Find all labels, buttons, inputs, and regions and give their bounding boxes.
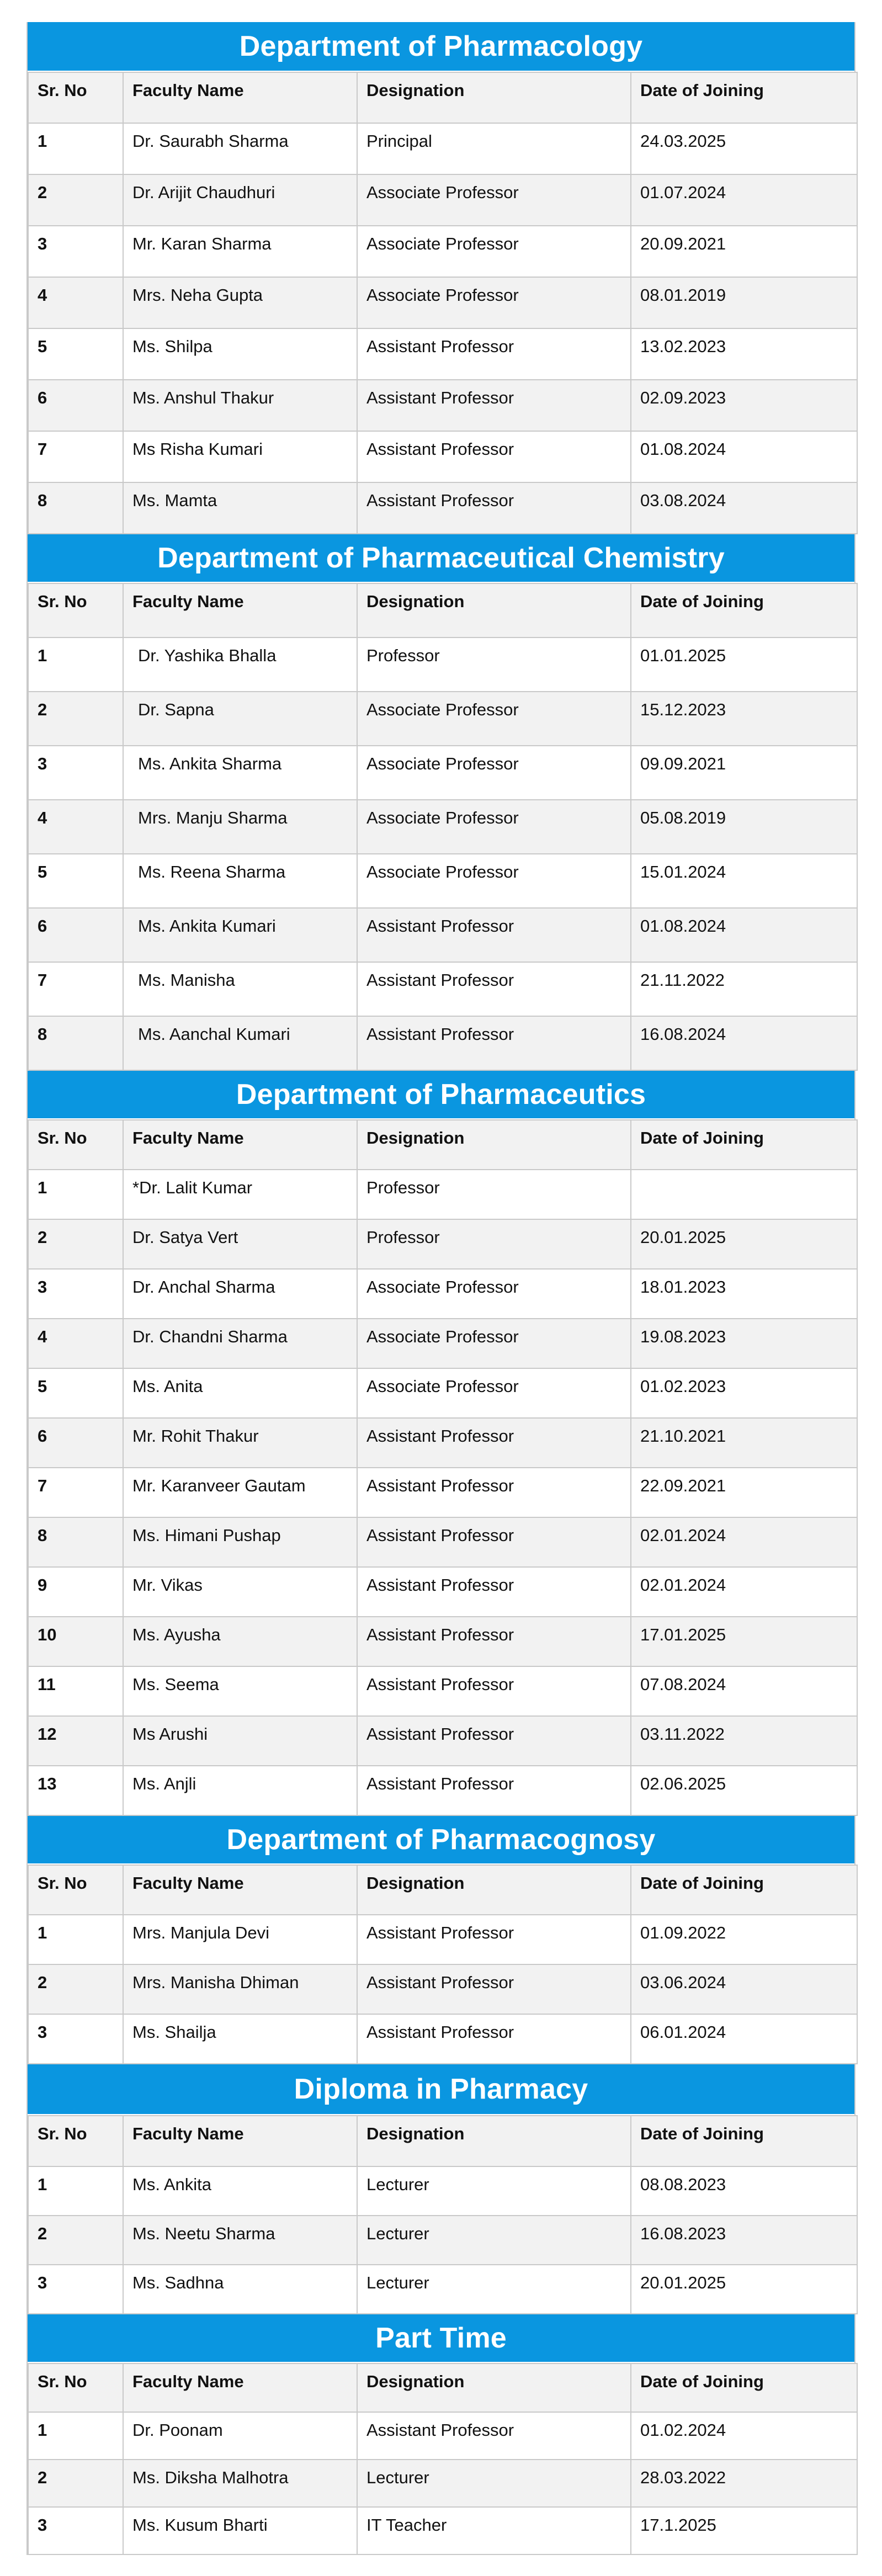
table-header-row <box>28 2116 857 2166</box>
sr-no-cell: 7 <box>28 1468 123 1517</box>
sr-no-cell: 1 <box>28 1170 123 1219</box>
faculty-name-cell: Mrs. Manjula Devi <box>123 1915 357 1964</box>
sr-no-cell: 6 <box>28 908 123 962</box>
sr-no-cell: 8 <box>28 1016 123 1070</box>
designation-cell: Assistant Professor <box>357 1666 631 1716</box>
designation-cell: Professor <box>357 1219 631 1269</box>
table-row <box>28 692 857 746</box>
designation-cell: Associate Professor <box>357 174 631 226</box>
date-of-joining-cell: 21.11.2022 <box>631 962 857 1016</box>
faculty-name-cell: Mrs. Manisha Dhiman <box>123 1964 357 2014</box>
faculty-name-header: Faculty Name <box>123 2363 357 2412</box>
faculty-name-cell: Ms. Shailja <box>123 2014 357 2064</box>
faculty-name-cell: Ms. Manisha <box>123 962 357 1016</box>
table-row <box>28 746 857 800</box>
date-of-joining-header: Date of Joining <box>631 1865 857 1915</box>
designation-cell: IT Teacher <box>357 2507 631 2554</box>
faculty-table <box>28 2363 858 2555</box>
table-row <box>28 482 857 534</box>
designation-cell: Associate Professor <box>357 1319 631 1368</box>
sr-no-header: Sr. No <box>28 1120 123 1170</box>
designation-cell: Associate Professor <box>357 746 631 800</box>
table-row <box>28 226 857 277</box>
faculty-name-cell: Dr. Anchal Sharma <box>123 1269 357 1319</box>
designation-cell: Associate Professor <box>357 800 631 854</box>
faculty-name-cell: *Dr. Lalit Kumar <box>123 1170 357 1219</box>
sr-no-cell: 10 <box>28 1617 123 1666</box>
date-of-joining-cell: 16.08.2024 <box>631 1016 857 1070</box>
date-of-joining-cell: 22.09.2021 <box>631 1468 857 1517</box>
faculty-name-cell: Ms. Seema <box>123 1666 357 1716</box>
table-row <box>28 1517 857 1567</box>
sr-no-cell: 2 <box>28 2216 123 2265</box>
designation-cell: Assistant Professor <box>357 2014 631 2064</box>
date-of-joining-header: Date of Joining <box>631 2363 857 2412</box>
faculty-name-cell: Ms Arushi <box>123 1716 357 1766</box>
date-of-joining-cell: 20.09.2021 <box>631 226 857 277</box>
sr-no-cell: 3 <box>28 1269 123 1319</box>
date-of-joining-cell: 24.03.2025 <box>631 123 857 174</box>
date-of-joining-cell: 09.09.2021 <box>631 746 857 800</box>
department-section <box>26 1816 856 2064</box>
sr-no-cell: 13 <box>28 1766 123 1815</box>
sr-no-cell: 4 <box>28 277 123 328</box>
sr-no-cell: 3 <box>28 226 123 277</box>
table-row <box>28 1567 857 1617</box>
faculty-name-cell: Ms. Diksha Malhotra <box>123 2460 357 2507</box>
table-row <box>28 2412 857 2460</box>
designation-cell: Assistant Professor <box>357 328 631 380</box>
faculty-table <box>28 2115 858 2314</box>
table-row <box>28 380 857 431</box>
date-of-joining-cell: 01.01.2025 <box>631 638 857 692</box>
sr-no-cell: 2 <box>28 692 123 746</box>
department-title: Diploma in Pharmacy <box>28 2064 854 2115</box>
table-row <box>28 1368 857 1418</box>
faculty-name-cell: Ms. Sadhna <box>123 2265 357 2314</box>
date-of-joining-cell: 17.01.2025 <box>631 1617 857 1666</box>
sr-no-cell: 6 <box>28 380 123 431</box>
date-of-joining-cell: 02.01.2024 <box>631 1517 857 1567</box>
table-row <box>28 1418 857 1468</box>
department-title: Department of Pharmacology <box>28 22 854 72</box>
sr-no-cell: 11 <box>28 1666 123 1716</box>
sr-no-cell: 8 <box>28 482 123 534</box>
date-of-joining-cell: 01.02.2024 <box>631 2412 857 2460</box>
faculty-name-cell: Ms. Anita <box>123 1368 357 1418</box>
designation-header: Designation <box>357 2363 631 2412</box>
designation-header: Designation <box>357 72 631 123</box>
date-of-joining-cell: 03.06.2024 <box>631 1964 857 2014</box>
designation-cell: Professor <box>357 638 631 692</box>
sr-no-header: Sr. No <box>28 72 123 123</box>
designation-cell: Assistant Professor <box>357 1915 631 1964</box>
table-row <box>28 854 857 908</box>
faculty-name-cell: Ms. Reena Sharma <box>123 854 357 908</box>
date-of-joining-cell: 19.08.2023 <box>631 1319 857 1368</box>
date-of-joining-cell: 03.11.2022 <box>631 1716 857 1766</box>
designation-cell: Assistant Professor <box>357 1617 631 1666</box>
designation-cell: Lecturer <box>357 2166 631 2216</box>
designation-cell: Assistant Professor <box>357 482 631 534</box>
table-row <box>28 1617 857 1666</box>
table-header-row <box>28 583 857 638</box>
table-row <box>28 1915 857 1964</box>
sr-no-cell: 6 <box>28 1418 123 1468</box>
sr-no-cell: 5 <box>28 1368 123 1418</box>
faculty-name-header: Faculty Name <box>123 1120 357 1170</box>
table-row <box>28 1319 857 1368</box>
table-row <box>28 2265 857 2314</box>
date-of-joining-header: Date of Joining <box>631 2116 857 2166</box>
table-row <box>28 123 857 174</box>
designation-cell: Lecturer <box>357 2216 631 2265</box>
department-title: Department of Pharmacognosy <box>28 1816 854 1865</box>
table-row <box>28 2014 857 2064</box>
sr-no-header: Sr. No <box>28 2116 123 2166</box>
table-row <box>28 638 857 692</box>
sr-no-cell: 8 <box>28 1517 123 1567</box>
faculty-name-cell: Ms. Mamta <box>123 482 357 534</box>
date-of-joining-cell: 01.08.2024 <box>631 431 857 482</box>
sr-no-cell: 9 <box>28 1567 123 1617</box>
designation-cell: Principal <box>357 123 631 174</box>
faculty-name-header: Faculty Name <box>123 2116 357 2166</box>
designation-cell: Assistant Professor <box>357 962 631 1016</box>
table-row <box>28 2460 857 2507</box>
faculty-name-header: Faculty Name <box>123 1865 357 1915</box>
sr-no-header: Sr. No <box>28 2363 123 2412</box>
table-header-row <box>28 1120 857 1170</box>
designation-header: Designation <box>357 1865 631 1915</box>
table-row <box>28 2216 857 2265</box>
table-header-row <box>28 2363 857 2412</box>
sr-no-cell: 1 <box>28 638 123 692</box>
designation-cell: Assistant Professor <box>357 1766 631 1815</box>
faculty-table <box>28 1119 858 1816</box>
date-of-joining-cell: 05.08.2019 <box>631 800 857 854</box>
faculty-name-header: Faculty Name <box>123 72 357 123</box>
date-of-joining-cell: 01.08.2024 <box>631 908 857 962</box>
table-row <box>28 1269 857 1319</box>
designation-cell: Assistant Professor <box>357 1016 631 1070</box>
faculty-name-cell: Dr. Chandni Sharma <box>123 1319 357 1368</box>
date-of-joining-cell: 15.12.2023 <box>631 692 857 746</box>
sr-no-cell: 2 <box>28 1219 123 1269</box>
faculty-table <box>28 1865 858 2064</box>
designation-cell: Assistant Professor <box>357 1418 631 1468</box>
table-row <box>28 431 857 482</box>
designation-cell: Assistant Professor <box>357 908 631 962</box>
department-title: Part Time <box>28 2314 854 2363</box>
faculty-name-header: Faculty Name <box>123 583 357 638</box>
designation-cell: Professor <box>357 1170 631 1219</box>
faculty-name-cell: Dr. Sapna <box>123 692 357 746</box>
date-of-joining-cell <box>631 1170 857 1219</box>
sr-no-cell: 7 <box>28 431 123 482</box>
sr-no-cell: 7 <box>28 962 123 1016</box>
faculty-name-cell: Ms Risha Kumari <box>123 431 357 482</box>
sr-no-cell: 3 <box>28 2014 123 2064</box>
faculty-name-cell: Ms. Ankita Kumari <box>123 908 357 962</box>
sr-no-cell: 2 <box>28 1964 123 2014</box>
date-of-joining-cell: 08.08.2023 <box>631 2166 857 2216</box>
date-of-joining-cell: 18.01.2023 <box>631 1269 857 1319</box>
table-row <box>28 277 857 328</box>
designation-cell: Associate Professor <box>357 692 631 746</box>
table-header-row <box>28 1865 857 1915</box>
table-row <box>28 1016 857 1070</box>
faculty-table <box>28 72 858 534</box>
faculty-name-cell: Ms. Anshul Thakur <box>123 380 357 431</box>
sr-no-cell: 1 <box>28 123 123 174</box>
faculty-name-cell: Dr. Yashika Bhalla <box>123 638 357 692</box>
department-section <box>26 22 856 534</box>
designation-cell: Associate Professor <box>357 277 631 328</box>
faculty-name-cell: Ms. Ankita Sharma <box>123 746 357 800</box>
designation-cell: Assistant Professor <box>357 380 631 431</box>
table-row <box>28 2507 857 2554</box>
date-of-joining-cell: 20.01.2025 <box>631 1219 857 1269</box>
department-title: Department of Pharmaceutical Chemistry <box>28 534 854 583</box>
sr-no-cell: 1 <box>28 2166 123 2216</box>
date-of-joining-header: Date of Joining <box>631 72 857 123</box>
sr-no-cell: 1 <box>28 2412 123 2460</box>
designation-cell: Assistant Professor <box>357 1517 631 1567</box>
table-row <box>28 1716 857 1766</box>
designation-header: Designation <box>357 583 631 638</box>
table-row <box>28 1666 857 1716</box>
designation-cell: Assistant Professor <box>357 1716 631 1766</box>
table-row <box>28 2166 857 2216</box>
table-row <box>28 800 857 854</box>
sr-no-cell: 2 <box>28 174 123 226</box>
table-row <box>28 962 857 1016</box>
faculty-name-cell: Ms. Kusum Bharti <box>123 2507 357 2554</box>
date-of-joining-header: Date of Joining <box>631 583 857 638</box>
department-section <box>26 534 856 1071</box>
date-of-joining-cell: 21.10.2021 <box>631 1418 857 1468</box>
designation-cell: Lecturer <box>357 2460 631 2507</box>
date-of-joining-cell: 03.08.2024 <box>631 482 857 534</box>
faculty-name-cell: Ms. Shilpa <box>123 328 357 380</box>
date-of-joining-cell: 06.01.2024 <box>631 2014 857 2064</box>
date-of-joining-cell: 01.07.2024 <box>631 174 857 226</box>
designation-cell: Lecturer <box>357 2265 631 2314</box>
date-of-joining-cell: 16.08.2023 <box>631 2216 857 2265</box>
department-section <box>26 2314 856 2555</box>
faculty-name-cell: Mr. Rohit Thakur <box>123 1418 357 1468</box>
department-section <box>26 1071 856 1816</box>
table-row <box>28 1219 857 1269</box>
table-header-row <box>28 72 857 123</box>
sr-no-cell: 4 <box>28 800 123 854</box>
designation-cell: Associate Professor <box>357 1368 631 1418</box>
faculty-name-cell: Mr. Karan Sharma <box>123 226 357 277</box>
date-of-joining-cell: 28.03.2022 <box>631 2460 857 2507</box>
table-row <box>28 1468 857 1517</box>
department-title: Department of Pharmaceutics <box>28 1071 854 1119</box>
table-row <box>28 174 857 226</box>
designation-cell: Assistant Professor <box>357 1964 631 2014</box>
date-of-joining-cell: 02.01.2024 <box>631 1567 857 1617</box>
date-of-joining-cell: 02.09.2023 <box>631 380 857 431</box>
date-of-joining-cell: 20.01.2025 <box>631 2265 857 2314</box>
designation-cell: Associate Professor <box>357 854 631 908</box>
table-row <box>28 1964 857 2014</box>
sr-no-header: Sr. No <box>28 1865 123 1915</box>
sr-no-header: Sr. No <box>28 583 123 638</box>
faculty-name-cell: Dr. Saurabh Sharma <box>123 123 357 174</box>
faculty-name-cell: Dr. Satya Vert <box>123 1219 357 1269</box>
sr-no-cell: 5 <box>28 328 123 380</box>
faculty-name-cell: Dr. Arijit Chaudhuri <box>123 174 357 226</box>
faculty-name-cell: Dr. Poonam <box>123 2412 357 2460</box>
sr-no-cell: 2 <box>28 2460 123 2507</box>
sr-no-cell: 4 <box>28 1319 123 1368</box>
faculty-name-cell: Ms. Neetu Sharma <box>123 2216 357 2265</box>
designation-cell: Associate Professor <box>357 1269 631 1319</box>
date-of-joining-header: Date of Joining <box>631 1120 857 1170</box>
date-of-joining-cell: 13.02.2023 <box>631 328 857 380</box>
designation-header: Designation <box>357 2116 631 2166</box>
faculty-name-cell: Ms. Ayusha <box>123 1617 357 1666</box>
faculty-name-cell: Mr. Karanveer Gautam <box>123 1468 357 1517</box>
table-row <box>28 908 857 962</box>
designation-cell: Assistant Professor <box>357 1468 631 1517</box>
designation-cell: Assistant Professor <box>357 2412 631 2460</box>
department-section <box>26 2064 856 2314</box>
faculty-table <box>28 583 858 1071</box>
faculty-name-cell: Ms. Himani Pushap <box>123 1517 357 1567</box>
faculty-name-cell: Ms. Ankita <box>123 2166 357 2216</box>
date-of-joining-cell: 01.09.2022 <box>631 1915 857 1964</box>
table-row <box>28 1170 857 1219</box>
sr-no-cell: 3 <box>28 2265 123 2314</box>
designation-header: Designation <box>357 1120 631 1170</box>
faculty-name-cell: Mrs. Neha Gupta <box>123 277 357 328</box>
date-of-joining-cell: 08.01.2019 <box>631 277 857 328</box>
designation-cell: Assistant Professor <box>357 1567 631 1617</box>
designation-cell: Associate Professor <box>357 226 631 277</box>
table-row <box>28 1766 857 1815</box>
date-of-joining-cell: 07.08.2024 <box>631 1666 857 1716</box>
sr-no-cell: 5 <box>28 854 123 908</box>
faculty-list <box>26 22 856 2555</box>
date-of-joining-cell: 15.01.2024 <box>631 854 857 908</box>
sr-no-cell: 1 <box>28 1915 123 1964</box>
sr-no-cell: 12 <box>28 1716 123 1766</box>
sr-no-cell: 3 <box>28 746 123 800</box>
date-of-joining-cell: 17.1.2025 <box>631 2507 857 2554</box>
designation-cell: Assistant Professor <box>357 431 631 482</box>
table-row <box>28 328 857 380</box>
faculty-name-cell: Mr. Vikas <box>123 1567 357 1617</box>
faculty-name-cell: Ms. Aanchal Kumari <box>123 1016 357 1070</box>
faculty-name-cell: Mrs. Manju Sharma <box>123 800 357 854</box>
faculty-name-cell: Ms. Anjli <box>123 1766 357 1815</box>
sr-no-cell: 3 <box>28 2507 123 2554</box>
date-of-joining-cell: 01.02.2023 <box>631 1368 857 1418</box>
date-of-joining-cell: 02.06.2025 <box>631 1766 857 1815</box>
